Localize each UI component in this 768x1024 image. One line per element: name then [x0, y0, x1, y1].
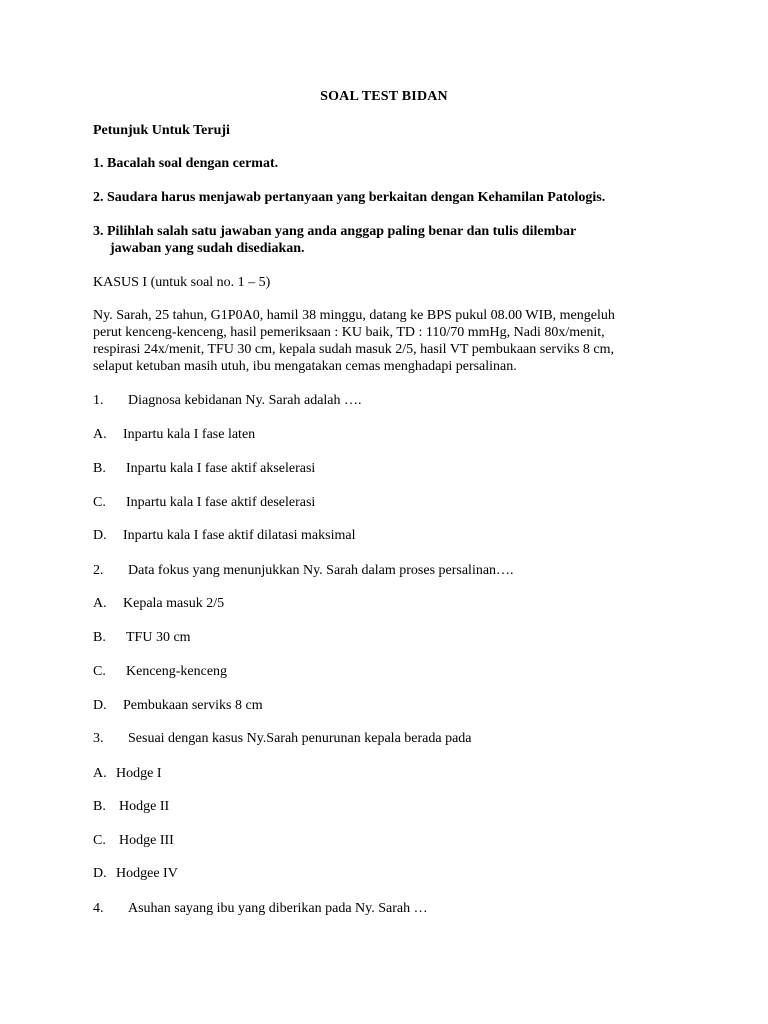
question-number: 4.	[93, 901, 104, 916]
option-text: Kenceng-kenceng	[126, 664, 228, 679]
question-text: Diagnosa kebidanan Ny. Sarah adalah ….	[128, 393, 362, 408]
option-letter: B.	[93, 799, 106, 814]
option-letter: D.	[93, 866, 107, 881]
option-text: Hodgee IV	[116, 866, 178, 881]
question-text: Sesuai dengan kasus Ny.Sarah penurunan kepala berada pada	[128, 731, 472, 746]
instructions-heading: Petunjuk Untuk Teruji	[93, 123, 230, 138]
instruction-item-continued: jawaban yang sudah disediakan.	[110, 241, 305, 256]
option-text: Hodge I	[116, 766, 162, 781]
case-heading: KASUS I (untuk soal no. 1 – 5)	[93, 275, 271, 290]
option-letter: A.	[93, 427, 107, 442]
option-text: Inpartu kala I fase aktif dilatasi maksimal	[123, 528, 356, 543]
question-text: Data fokus yang menunjukkan Ny. Sarah dalam proses persalinan….	[128, 563, 514, 578]
page-title: SOAL TEST BIDAN	[320, 89, 448, 104]
option-text: Pembukaan serviks 8 cm	[123, 698, 263, 713]
option-text: Inpartu kala I fase aktif akselerasi	[126, 461, 316, 476]
instruction-item: 2. Saudara harus menjawab pertanyaan yang berkaitan dengan Kehamilan Patologis.	[93, 190, 606, 205]
option-text: TFU 30 cm	[126, 630, 191, 645]
option-letter: B.	[93, 630, 106, 645]
question-number: 3.	[93, 731, 104, 746]
instruction-item: 3. Pilihlah salah satu jawaban yang anda anggap paling benar dan tulis dilembar	[93, 224, 577, 239]
option-text: Hodge III	[119, 833, 174, 848]
question-number: 1.	[93, 393, 104, 408]
case-paragraph-line: respirasi 24x/menit, TFU 30 cm, kepala sudah masuk 2/5, hasil VT pembukaan serviks 8 cm,	[93, 342, 615, 357]
option-letter: C.	[93, 664, 106, 679]
question-number: 2.	[93, 563, 104, 578]
option-text: Inpartu kala I fase aktif deselerasi	[126, 495, 316, 510]
option-text: Kepala masuk 2/5	[123, 596, 225, 611]
instruction-item: 1. Bacalah soal dengan cermat.	[93, 156, 279, 171]
option-text: Hodge II	[119, 799, 170, 814]
option-letter: A.	[93, 596, 107, 611]
question-text: Asuhan sayang ibu yang diberikan pada Ny. Sarah …	[128, 901, 428, 916]
option-text: Inpartu kala I fase laten	[123, 427, 256, 442]
option-letter: C.	[93, 833, 106, 848]
case-paragraph-line: perut kenceng-kenceng, hasil pemeriksaan : KU baik, TD : 110/70 mmHg, Nadi 80x/menit,	[93, 325, 605, 340]
option-letter: A.	[93, 766, 107, 781]
case-paragraph-line: Ny. Sarah, 25 tahun, G1P0A0, hamil 38 minggu, datang ke BPS pukul 08.00 WIB, mengeluh	[93, 308, 615, 323]
option-letter: B.	[93, 461, 106, 476]
option-letter: C.	[93, 495, 106, 510]
option-letter: D.	[93, 528, 107, 543]
case-paragraph-line: selaput ketuban masih utuh, ibu mengatakan cemas menghadapi persalinan.	[93, 359, 517, 374]
option-letter: D.	[93, 698, 107, 713]
